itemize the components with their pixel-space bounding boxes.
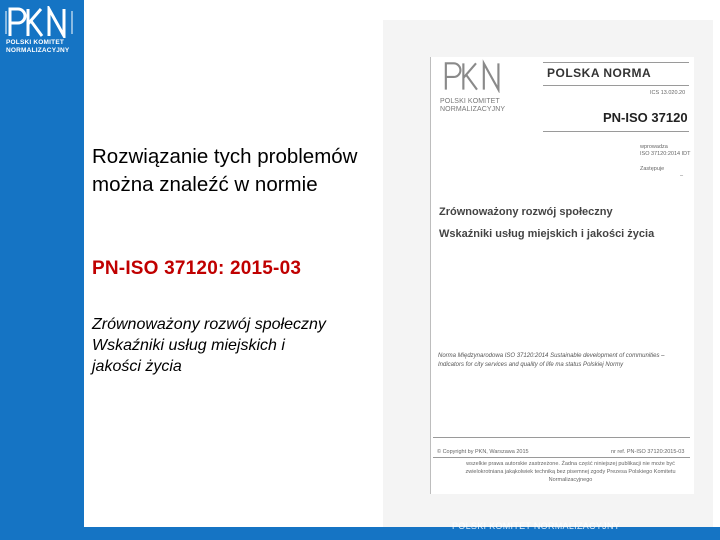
cover-ref: nr ref. PN-ISO 37120:2015-03 bbox=[611, 449, 685, 455]
cover-replaces-value: – bbox=[680, 173, 684, 179]
logo-line-2: NORMALIZACYJNY bbox=[6, 47, 70, 54]
cover-logo-text-2: NORMALIZACYJNY bbox=[440, 106, 506, 113]
cover-rights: wszelkie prawa autorskie zastrzeżone. Żadna część niniejszej publikacji nie może być zwielokrotniana jakąkolwiek techniką bez pisemnej zgody Prezesa Polskiego Komitetu Normalizacyjnego bbox=[465, 461, 676, 483]
subtitle-line-3: jakości życia bbox=[92, 358, 182, 375]
subtitle-line-1: Zrównoważony rozwój społeczny bbox=[92, 316, 326, 333]
cover-logo-text-1: POLSKI KOMITET bbox=[440, 98, 500, 105]
footer-text: POLSKI KOMITET NORMALIZACYJNY bbox=[452, 521, 621, 531]
pkn-logo-mark bbox=[4, 6, 80, 38]
logo-line-1: POLSKI KOMITET bbox=[6, 39, 65, 46]
cover-copyright: © Copyright by PKN, Warszawa 2015 bbox=[437, 449, 529, 455]
cover-introduces-value: ISO 37120:2014 IDT bbox=[640, 151, 691, 157]
main-text: Rozwiązanie tych problemów można znaleźć w normie bbox=[92, 145, 358, 196]
cover-title-line-1: Zrównoważony rozwój społeczny bbox=[439, 206, 613, 218]
cover-rule bbox=[543, 62, 689, 63]
subtitle-line-2: Wskaźniki usług miejskich i bbox=[92, 337, 285, 354]
cover-description: Norma Międzynarodowa ISO 37120:2014 Sustainable development of communities – Indicators for city services and quality of life ma status Polskiej Normy bbox=[438, 353, 665, 368]
cover-ics: ICS 13.020.20 bbox=[650, 90, 686, 96]
cover-header: POLSKA NORMA bbox=[547, 66, 652, 80]
cover-code: PN-ISO 37120 bbox=[603, 110, 688, 125]
cover-replaces-label: Zastępuje bbox=[640, 166, 665, 172]
cover-title-line-2: Wskaźniki usług miejskich i jakości życia bbox=[439, 228, 655, 240]
cover-pkn-logo bbox=[440, 59, 520, 114]
sidebar bbox=[0, 0, 84, 540]
cover-rule bbox=[433, 437, 690, 438]
cover-rule bbox=[433, 457, 690, 458]
standard-code: PN-ISO 37120: 2015-03 bbox=[92, 258, 302, 279]
subtitle bbox=[92, 314, 392, 377]
cover-introduces-label: wprowadza bbox=[640, 144, 668, 150]
cover-rule bbox=[543, 85, 689, 86]
cover-rule bbox=[543, 131, 689, 132]
cover-pkn-logo-mark bbox=[440, 59, 514, 93]
pkn-logo bbox=[4, 6, 80, 55]
